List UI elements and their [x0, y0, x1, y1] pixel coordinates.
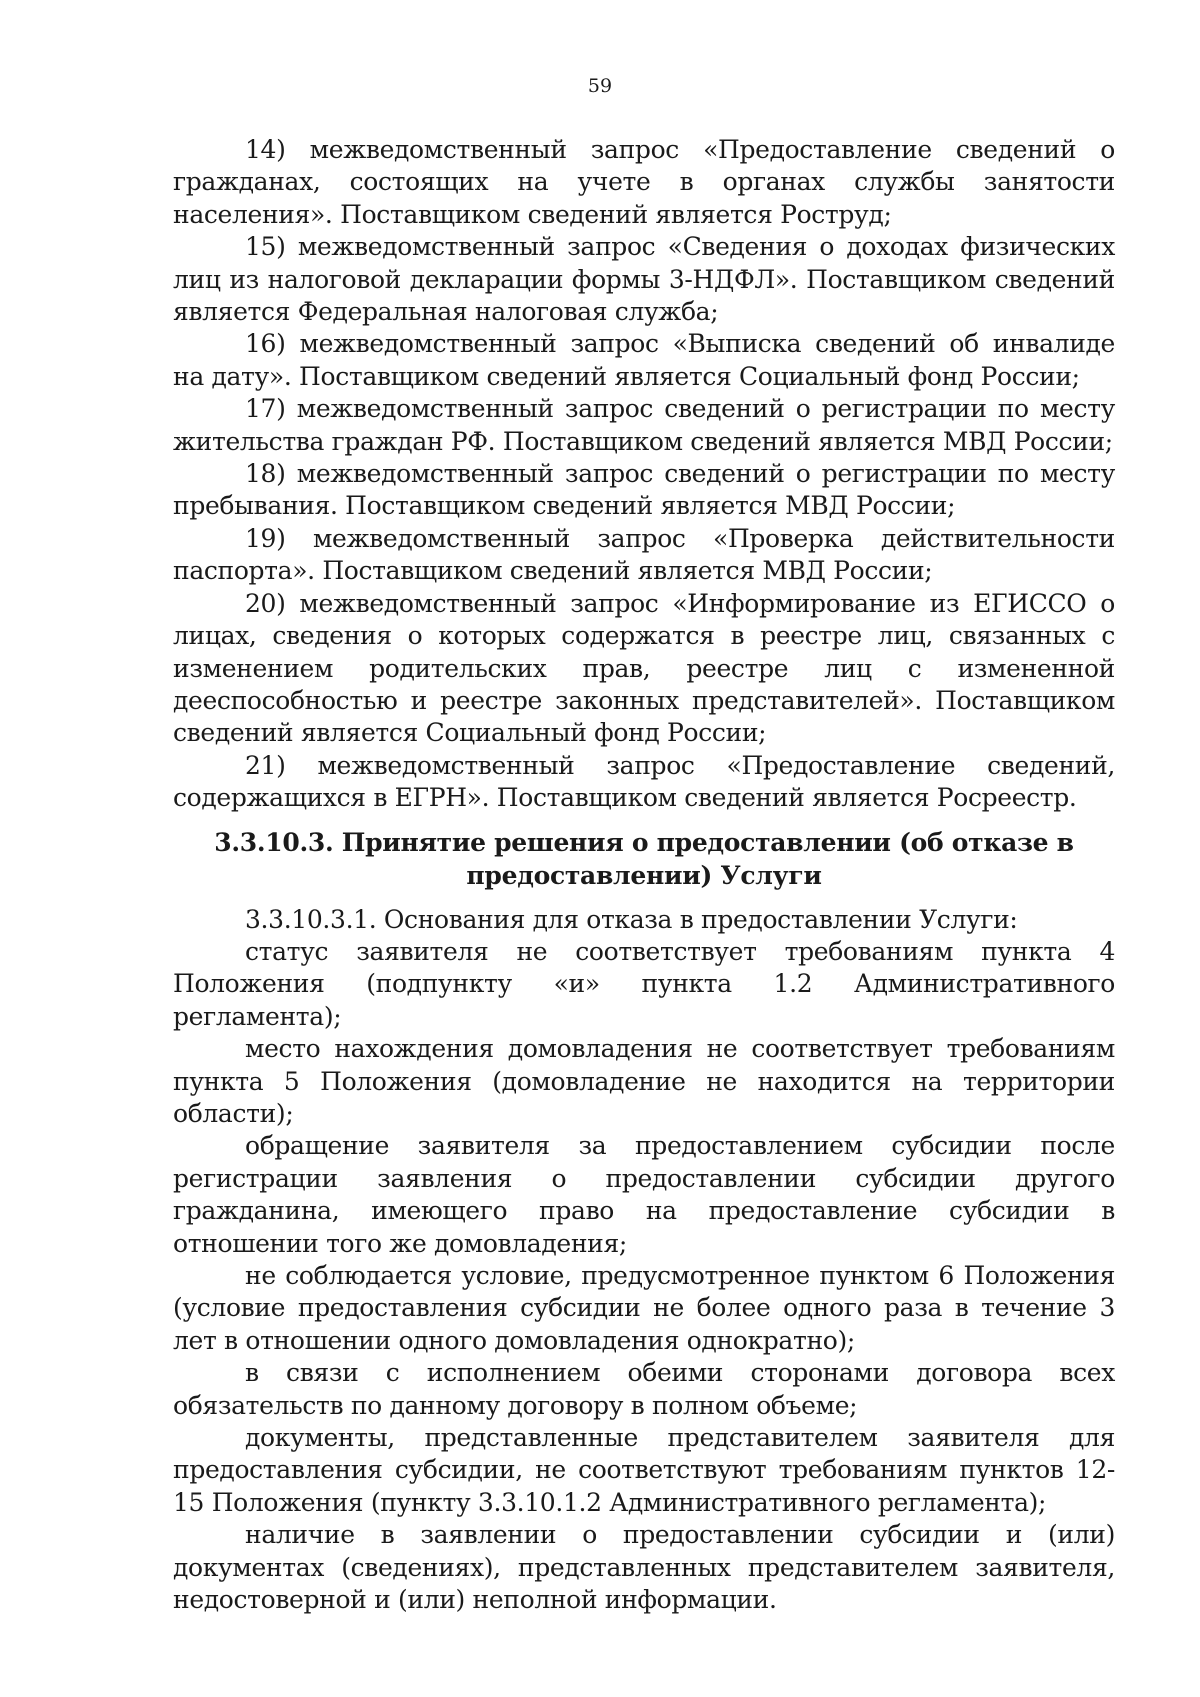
paragraph-item-16: 16) межведомственный запрос «Выписка сведений об инвалиде на дату». Поставщиком сведений является Социальный фонд России;	[173, 329, 1115, 391]
document-body	[173, 134, 1115, 1616]
paragraph-item-20: 20) межведомственный запрос «Информирование из ЕГИССО о лицах, сведения о которых содержатся в реестре лиц, связанных с изменением родительских прав, реестре лиц с измененной дееспособностью и реестре законных представителей». Поставщиком сведений является Социальный фонд России;	[173, 588, 1115, 748]
section-heading-line-2: предоставлении) Услуги	[466, 860, 822, 890]
paragraph-refusal-contract: в связи с исполнением обеими сторонами договора всех обязательств по данному договору в полном объеме;	[173, 1358, 1115, 1420]
paragraph-refusal-condition: не соблюдается условие, предусмотренное пунктом 6 Положения (условие предоставления субсидии не более одного раза в течение 3 лет в отношении одного домовладения однократно);	[173, 1261, 1115, 1355]
paragraph-item-14: 14) межведомственный запрос «Предоставление сведений о гражданах, состоящих на учете в органах службы занятости населения». Поставщиком сведений является Роструд;	[173, 135, 1115, 229]
paragraph-refusal-documents: документы, представленные представителем заявителя для предоставления субсидии, не соответствуют требованиям пунктов 12-15 Положения (пункту 3.3.10.1.2 Административного регламента);	[173, 1423, 1115, 1517]
paragraph-item-18: 18) межведомственный запрос сведений о регистрации по месту пребывания. Поставщиком сведений является МВД России;	[173, 459, 1115, 521]
section-heading	[173, 826, 1115, 892]
paragraph-refusal-duplicate: обращение заявителя за предоставлением субсидии после регистрации заявления о предоставлении субсидии другого гражданина, имеющего право на предоставление субсидии в отношении того же домовладения;	[173, 1131, 1115, 1258]
page-number: 59	[587, 75, 613, 97]
paragraph-refusal-location: место нахождения домовладения не соответствует требованиям пункта 5 Положения (домовладение не находится на территории области);	[173, 1034, 1115, 1128]
paragraph-refusal-status: статус заявителя не соответствует требованиям пункта 4 Положения (подпункту «и» пункта 1.2 Административного регламента);	[173, 936, 1115, 1031]
paragraph-refusal-false-info: наличие в заявлении о предоставлении субсидии и (или) документах (сведениях), представленных представителем заявителя, недостоверной и (или) неполной информации.	[173, 1520, 1115, 1615]
paragraph-item-17: 17) межведомственный запрос сведений о регистрации по месту жительства граждан РФ. Поставщиком сведений является МВД России;	[173, 394, 1115, 456]
paragraph-refusal-grounds: 3.3.10.3.1. Основания для отказа в предоставлении Услуги:	[245, 904, 1018, 934]
paragraph-item-21: 21) межведомственный запрос «Предоставление сведений, содержащихся в ЕГРН». Поставщиком сведений является Росреестр.	[173, 750, 1115, 813]
paragraph-item-15: 15) межведомственный запрос «Сведения о доходах физических лиц из налоговой декларации формы 3-НДФЛ». Поставщиком сведений является Федеральная налоговая служба;	[173, 232, 1115, 327]
section-heading-line-1: 3.3.10.3. Принятие решения о предоставлении (об отказе в	[214, 827, 1074, 857]
paragraph-item-19: 19) межведомственный запрос «Проверка действительности паспорта». Поставщиком сведений является МВД России;	[173, 523, 1115, 586]
